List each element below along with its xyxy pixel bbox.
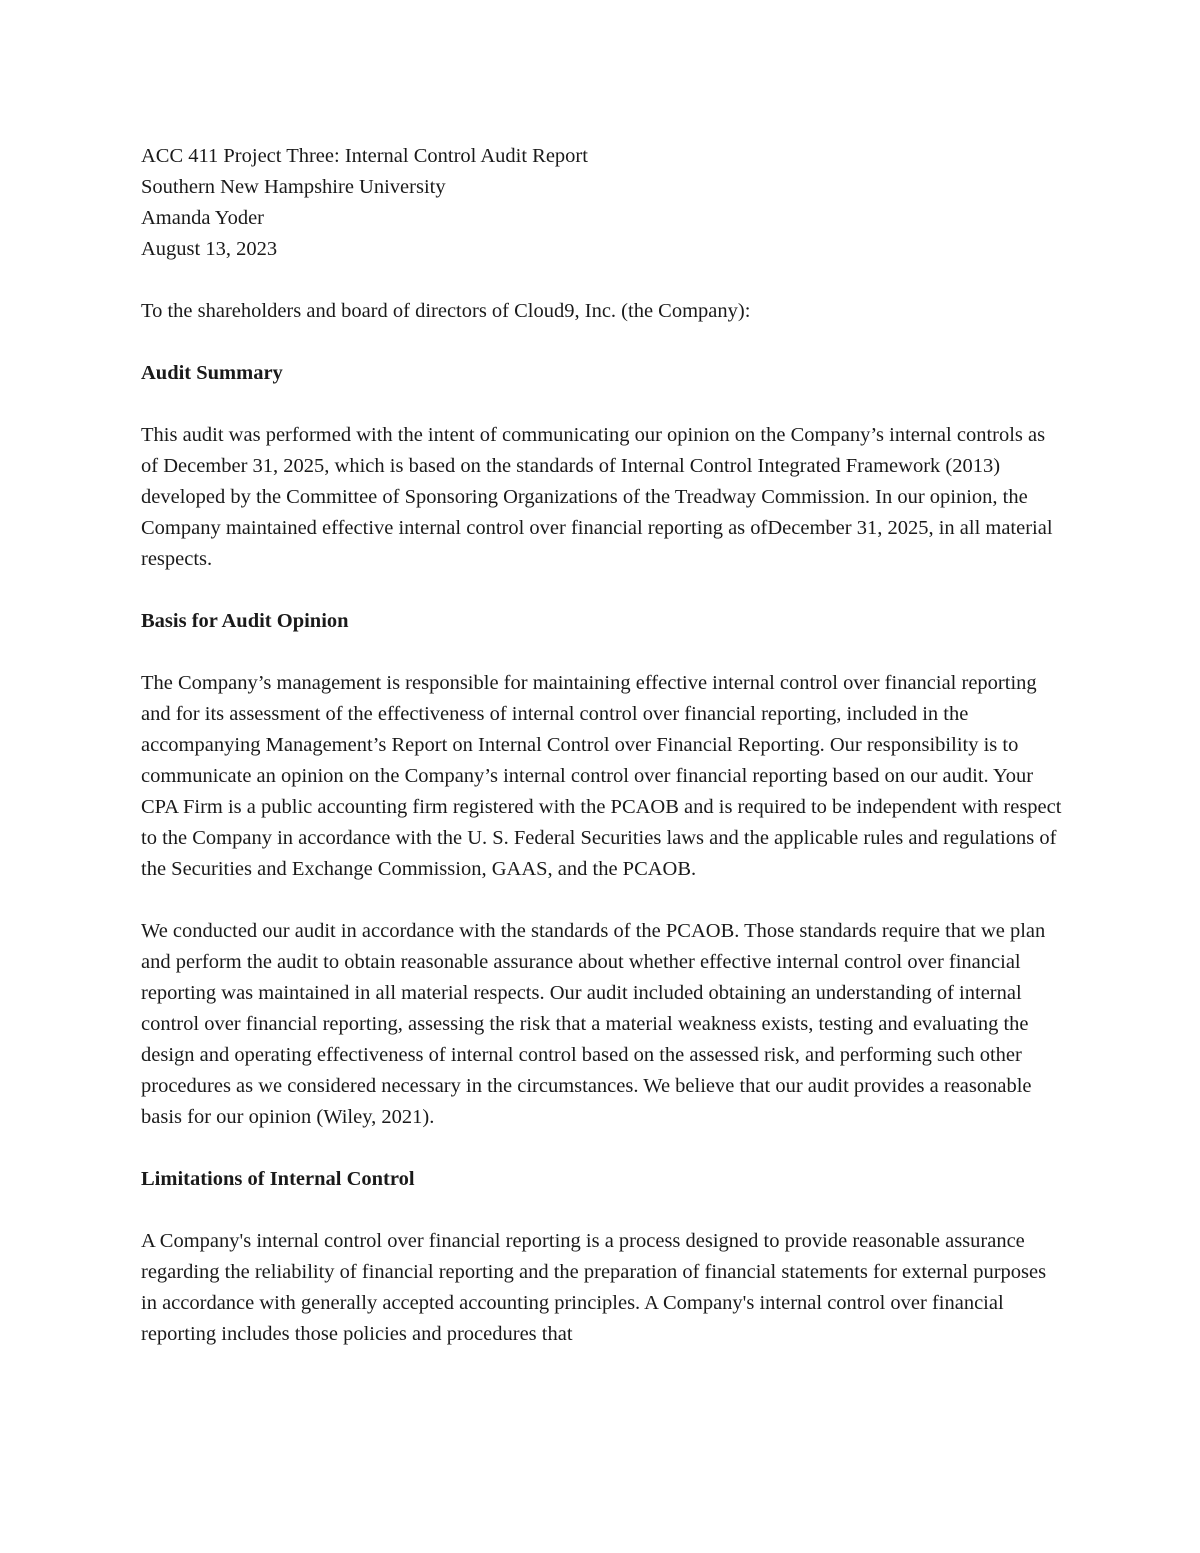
document-body [141,141,1066,1350]
paragraph-management-responsibility: The Company’s management is responsible for maintaining effective internal control over financial reporting and for its assessment of the effectiveness of internal control over financial reporting, included in the accompanying Management’s Report on Internal Control over Financial Reporting. Our responsibility is to communicate an opinion on the Company’s internal control over financial reporting based on our audit. Your CPA Firm is a public accounting firm registered with the PCAOB and is required to be independent with respect to the Company in accordance with the U. S. Federal Securities laws and the applicable rules and regulations of the Securities and Exchange Commission, GAAS, and the PCAOB. [141,672,1062,880]
course-title: ACC 411 Project Three: Internal Control Audit Report [141,145,588,167]
report-date: August 13, 2023 [141,238,278,260]
author-name: Amanda Yoder [141,207,264,229]
section-heading-basis-for-opinion: Basis for Audit Opinion [141,610,349,632]
document-header [141,141,1066,265]
section-heading-audit-summary: Audit Summary [141,362,283,384]
salutation: To the shareholders and board of directors of Cloud9, Inc. (the Company): [141,300,751,322]
section-heading-limitations: Limitations of Internal Control [141,1168,415,1190]
university-name: Southern New Hampshire University [141,176,446,198]
paragraph-audit-summary: This audit was performed with the intent of communicating our opinion on the Company’s internal controls as of December 31, 2025, which is based on the standards of Internal Control Integrated Framework (2013) developed by the Committee of Sponsoring Organizations of the Treadway Commission. In our opinion, the Company maintained effective internal control over financial reporting as ofDecember 31, 2025, in all material respects. [141,424,1053,570]
paragraph-audit-conduct: We conducted our audit in accordance with the standards of the PCAOB. Those standards require that we plan and perform the audit to obtain reasonable assurance about whether effective internal control over financial reporting was maintained in all material respects. Our audit included obtaining an understanding of internal control over financial reporting, assessing the risk that a material weakness exists, testing and evaluating the design and operating effectiveness of internal control based on the assessed risk, and performing such other procedures as we considered necessary in the circumstances. We believe that our audit provides a reasonable basis for our opinion (Wiley, 2021). [141,920,1046,1128]
paragraph-limitations: A Company's internal control over financial reporting is a process designed to provide reasonable assurance regarding the reliability of financial reporting and the preparation of financial statements for external purposes in accordance with generally accepted accounting principles. A Company's internal control over financial reporting includes those policies and procedures that [141,1230,1047,1345]
